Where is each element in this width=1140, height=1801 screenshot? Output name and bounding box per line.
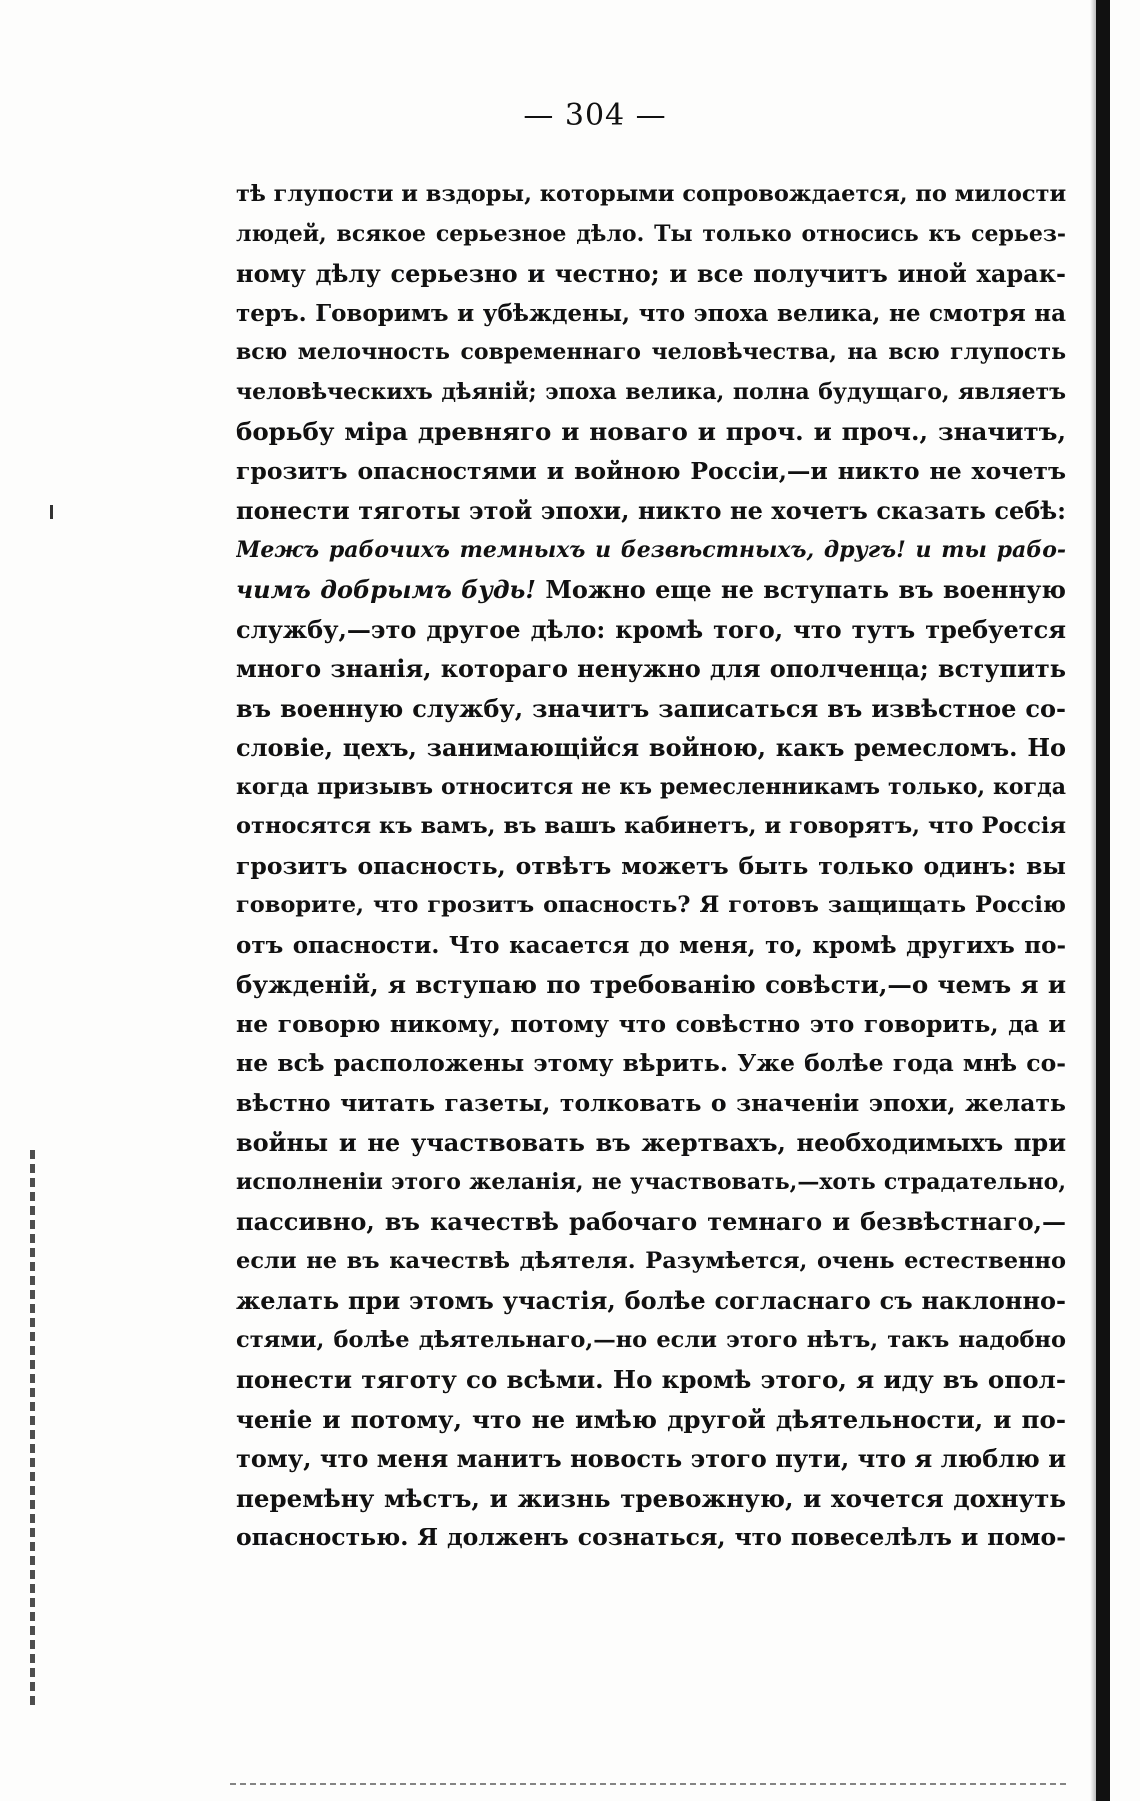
text-line: теръ. Говоримъ и убѣждены, что эпоха велика, не смотря на <box>236 299 1066 327</box>
text-line: грозитъ опасность, отвѣтъ можетъ быть только одинъ: вы <box>236 851 1066 880</box>
text-line: говорите, что грозитъ опасность? Я готовъ защищать Россію <box>236 892 1066 918</box>
text-line: человѣческихъ дѣяній; эпоха велика, полна будущаго, являетъ <box>236 378 1066 405</box>
text-line: понести тяготы этой эпохи, никто не хочетъ сказать себѣ: <box>236 496 1066 525</box>
text-line: много знанія, котораго ненужно для ополченца; вступить <box>236 654 1066 683</box>
text-line: ченіе и потому, что не имѣю другой дѣятельности, и по- <box>236 1404 1066 1434</box>
text-line: стями, болѣе дѣятельнаго,—но если этого нѣтъ, такъ надобно <box>236 1326 1066 1353</box>
mixed-line <box>236 570 1066 610</box>
text-line: не всѣ расположены этому вѣрить. Уже болѣе года мнѣ со- <box>236 1049 1066 1077</box>
text-line: въ военную службу, значитъ записаться въ извѣстное со- <box>236 693 1066 723</box>
text-line: если не въ качествѣ дѣятеля. Разумѣется, очень естественно <box>236 1247 1066 1274</box>
text-line: людей, всякое серьезное дѣло. Ты только относись къ серьез- <box>236 220 1066 247</box>
text-line: когда призывъ относится не къ ремесленникамъ только, когда <box>236 773 1066 800</box>
text-line: отъ опасности. Что касается до меня, то, кромѣ другихъ по- <box>236 931 1066 959</box>
text-line: войны и не участвовать въ жертвахъ, необходимыхъ при <box>236 1128 1066 1157</box>
text-line: словіе, цехъ, занимающійся войною, какъ ремесломъ. Но <box>236 733 1066 762</box>
italic-quote-end: чимъ добрымъ будь! <box>236 575 536 604</box>
text-line: перемѣну мѣстъ, и жизнь тревожную, и хочется дохнуть <box>236 1483 1066 1513</box>
line-continuation: Можно еще не вступать въ военную <box>535 575 1066 604</box>
text-line: относятся къ вамъ, въ вашъ кабинетъ, и говорятъ, что Россія <box>236 813 1066 839</box>
text-line: желать при этомъ участія, болѣе согласнаго съ наклонно- <box>236 1286 1066 1315</box>
text-line: всю мелочность современнаго человѣчества, на всю глупость <box>236 339 1066 365</box>
page-edge-left <box>30 1150 35 1710</box>
text-line: опасностью. Я долженъ сознаться, что повеселѣлъ и помо- <box>236 1523 1066 1551</box>
text-line: понести тяготу со всѣми. Но кромѣ этого, я иду въ опол- <box>236 1365 1066 1394</box>
text-line: борьбу міра древняго и новаго и проч. и проч., значитъ, <box>236 417 1066 446</box>
text-line: тѣ глупости и вздоры, которыми сопровождается, по милости <box>236 181 1066 207</box>
text-line: исполненіи этого желанія, не участвовать,—хоть страдательно, <box>236 1168 1066 1195</box>
text-line: не говорю никому, потому что совѣстно это говорить, да и <box>236 1009 1066 1038</box>
page-number: — 304 — <box>523 98 667 133</box>
margin-mark <box>50 505 53 519</box>
text-line: бужденій, я вступаю по требованію совѣсти,—о чемъ я и <box>236 970 1066 999</box>
body-text <box>236 175 1066 1558</box>
text-line: ному дѣлу серьезно и честно; и все получитъ иной харак- <box>236 259 1066 288</box>
page-edge-bottom <box>230 1783 1070 1785</box>
text-line: вѣстно читать газеты, толковать о значеніи эпохи, желать <box>236 1088 1066 1117</box>
page-edge-right <box>1096 0 1110 1801</box>
text-line: тому, что меня манитъ новость этого пути, что я люблю и <box>236 1444 1066 1473</box>
text-line: грозитъ опасностями и войною Россіи,—и никто не хочетъ <box>236 456 1066 485</box>
italic-quote-line: Межъ рабочихъ темныхъ и безвѣстныхъ, другъ! и ты рабо- <box>236 536 1066 563</box>
text-line: службу,—это другое дѣло: кромѣ того, что тутъ требуется <box>236 614 1066 644</box>
text-line: пассивно, въ качествѣ рабочаго темнаго и безвѣстнаго,— <box>236 1207 1066 1236</box>
